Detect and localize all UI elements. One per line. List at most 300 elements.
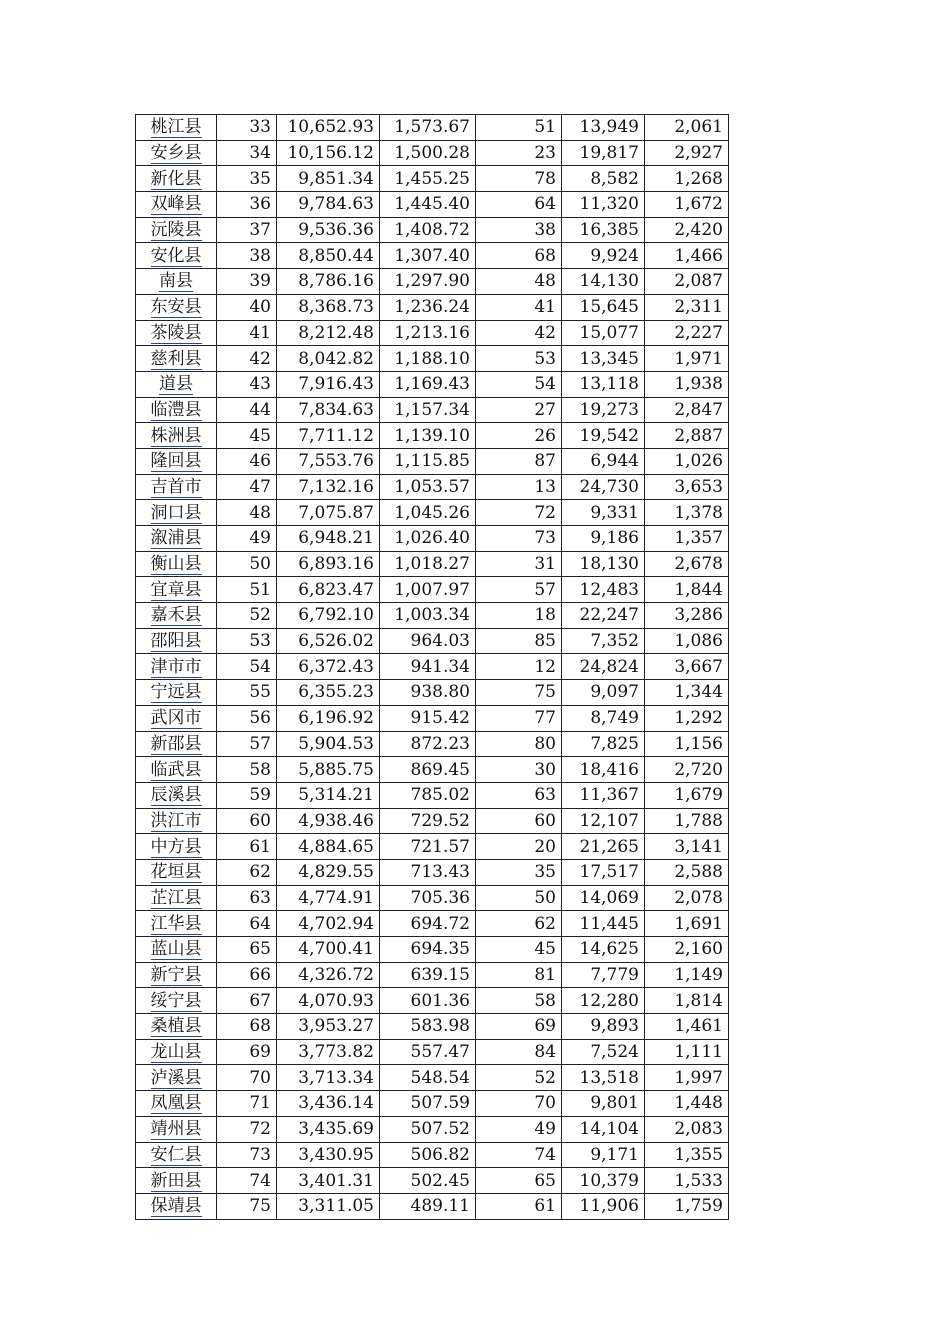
value-cell: 10,379 <box>562 1168 645 1194</box>
rank-cell: 27 <box>476 397 562 423</box>
value-cell: 1,053.57 <box>380 474 476 500</box>
county-name-cell <box>136 500 217 526</box>
county-name-link[interactable]: 芷江县 <box>150 887 202 908</box>
rank-cell: 52 <box>476 1065 562 1091</box>
value-cell: 9,331 <box>562 500 645 526</box>
county-name-link[interactable]: 洪江市 <box>150 810 202 831</box>
value-cell: 1,461 <box>645 1014 729 1040</box>
value-cell: 22,247 <box>562 603 645 629</box>
table-row <box>136 448 729 474</box>
rank-cell: 72 <box>217 1116 277 1142</box>
county-name-link[interactable]: 新邵县 <box>150 733 202 754</box>
table-row <box>136 423 729 449</box>
county-name-cell <box>136 937 217 963</box>
county-name-cell <box>136 423 217 449</box>
rank-cell: 75 <box>217 1193 277 1219</box>
rank-cell: 45 <box>217 423 277 449</box>
county-name-cell <box>136 371 217 397</box>
county-name-cell <box>136 654 217 680</box>
county-statistics-table <box>135 114 729 1220</box>
table-row <box>136 1065 729 1091</box>
county-name-link[interactable]: 洞口县 <box>150 502 202 523</box>
value-cell: 1,357 <box>645 526 729 552</box>
value-cell: 11,445 <box>562 911 645 937</box>
value-cell: 1,026.40 <box>380 526 476 552</box>
value-cell: 1,297.90 <box>380 269 476 295</box>
rank-cell: 81 <box>476 962 562 988</box>
rank-cell: 12 <box>476 654 562 680</box>
county-name-cell <box>136 757 217 783</box>
value-cell: 7,352 <box>562 628 645 654</box>
value-cell: 1,448 <box>645 1091 729 1117</box>
county-name-link[interactable]: 武冈市 <box>150 708 202 729</box>
rank-cell: 75 <box>476 680 562 706</box>
value-cell: 9,097 <box>562 680 645 706</box>
county-name-link[interactable]: 绥宁县 <box>150 990 202 1011</box>
county-name-link[interactable]: 嘉禾县 <box>150 605 202 626</box>
county-name-cell <box>136 526 217 552</box>
rank-cell: 18 <box>476 603 562 629</box>
value-cell: 3,773.82 <box>277 1039 380 1065</box>
rank-cell: 38 <box>217 243 277 269</box>
rank-cell: 63 <box>476 782 562 808</box>
county-name-link[interactable]: 龙山县 <box>150 1042 202 1063</box>
value-cell: 1,844 <box>645 577 729 603</box>
table-row <box>136 603 729 629</box>
rank-cell: 63 <box>217 885 277 911</box>
rank-cell: 74 <box>217 1168 277 1194</box>
value-cell: 19,817 <box>562 140 645 166</box>
county-name-link[interactable]: 凤凰县 <box>150 1093 202 1114</box>
county-name-link[interactable]: 双峰县 <box>150 194 202 215</box>
rank-cell: 30 <box>476 757 562 783</box>
value-cell: 6,355.23 <box>277 680 380 706</box>
county-name-link[interactable]: 安乡县 <box>150 143 202 164</box>
table-row <box>136 474 729 500</box>
rank-cell: 72 <box>476 500 562 526</box>
value-cell: 1,938 <box>645 371 729 397</box>
value-cell: 8,749 <box>562 705 645 731</box>
county-name-cell <box>136 705 217 731</box>
rank-cell: 49 <box>217 526 277 552</box>
table-row <box>136 192 729 218</box>
value-cell: 2,061 <box>645 115 729 141</box>
rank-cell: 68 <box>476 243 562 269</box>
rank-cell: 41 <box>217 320 277 346</box>
county-name-link[interactable]: 新田县 <box>150 1170 202 1191</box>
county-name-link[interactable]: 宜章县 <box>150 579 202 600</box>
value-cell: 6,196.92 <box>277 705 380 731</box>
table-row <box>136 834 729 860</box>
value-cell: 12,280 <box>562 988 645 1014</box>
value-cell: 941.34 <box>380 654 476 680</box>
rank-cell: 64 <box>476 192 562 218</box>
county-name-cell <box>136 140 217 166</box>
rank-cell: 73 <box>217 1142 277 1168</box>
value-cell: 8,850.44 <box>277 243 380 269</box>
value-cell: 18,130 <box>562 551 645 577</box>
value-cell: 1,307.40 <box>380 243 476 269</box>
value-cell: 601.36 <box>380 988 476 1014</box>
table-row <box>136 397 729 423</box>
value-cell: 9,186 <box>562 526 645 552</box>
value-cell: 6,893.16 <box>277 551 380 577</box>
value-cell: 2,160 <box>645 937 729 963</box>
county-name-link[interactable]: 慈利县 <box>150 348 202 369</box>
rank-cell: 48 <box>476 269 562 295</box>
value-cell: 16,385 <box>562 217 645 243</box>
county-name-link[interactable]: 邵阳县 <box>150 631 202 652</box>
rank-cell: 69 <box>217 1039 277 1065</box>
county-name-link[interactable]: 新宁县 <box>150 965 202 986</box>
rank-cell: 61 <box>217 834 277 860</box>
county-name-link[interactable]: 保靖县 <box>150 1196 202 1217</box>
value-cell: 3,653 <box>645 474 729 500</box>
county-name-cell <box>136 1142 217 1168</box>
value-cell: 9,893 <box>562 1014 645 1040</box>
value-cell: 507.59 <box>380 1091 476 1117</box>
county-name-link[interactable]: 吉首市 <box>150 476 202 497</box>
county-name-link[interactable]: 辰溪县 <box>150 785 202 806</box>
value-cell: 2,588 <box>645 859 729 885</box>
table-row <box>136 731 729 757</box>
value-cell: 8,582 <box>562 166 645 192</box>
county-name-link[interactable]: 隆回县 <box>150 451 202 472</box>
value-cell: 713.43 <box>380 859 476 885</box>
rank-cell: 50 <box>476 885 562 911</box>
value-cell: 4,884.65 <box>277 834 380 860</box>
value-cell: 1,344 <box>645 680 729 706</box>
value-cell: 11,906 <box>562 1193 645 1219</box>
table-row <box>136 115 729 141</box>
value-cell: 502.45 <box>380 1168 476 1194</box>
county-name-cell <box>136 294 217 320</box>
rank-cell: 52 <box>217 603 277 629</box>
county-name-link[interactable]: 临澧县 <box>150 399 202 420</box>
value-cell: 13,949 <box>562 115 645 141</box>
rank-cell: 59 <box>217 782 277 808</box>
county-name-cell <box>136 320 217 346</box>
value-cell: 1,045.26 <box>380 500 476 526</box>
county-name-link[interactable]: 安仁县 <box>150 1144 202 1165</box>
county-name-cell <box>136 269 217 295</box>
value-cell: 18,416 <box>562 757 645 783</box>
rank-cell: 39 <box>217 269 277 295</box>
value-cell: 964.03 <box>380 628 476 654</box>
value-cell: 21,265 <box>562 834 645 860</box>
value-cell: 9,851.34 <box>277 166 380 192</box>
table-row <box>136 1014 729 1040</box>
county-name-cell <box>136 474 217 500</box>
value-cell: 17,517 <box>562 859 645 885</box>
value-cell: 3,141 <box>645 834 729 860</box>
county-name-cell <box>136 988 217 1014</box>
value-cell: 2,720 <box>645 757 729 783</box>
rank-cell: 51 <box>217 577 277 603</box>
county-name-link[interactable]: 沅陵县 <box>150 220 202 241</box>
value-cell: 1,007.97 <box>380 577 476 603</box>
county-name-link[interactable]: 溆浦县 <box>150 528 202 549</box>
value-cell: 10,652.93 <box>277 115 380 141</box>
rank-cell: 65 <box>476 1168 562 1194</box>
value-cell: 13,345 <box>562 346 645 372</box>
value-cell: 2,887 <box>645 423 729 449</box>
value-cell: 8,368.73 <box>277 294 380 320</box>
table-row <box>136 1116 729 1142</box>
rank-cell: 67 <box>217 988 277 1014</box>
table-row <box>136 757 729 783</box>
rank-cell: 84 <box>476 1039 562 1065</box>
county-name-link[interactable]: 中方县 <box>150 836 202 857</box>
county-name-link[interactable]: 东安县 <box>150 297 202 318</box>
value-cell: 12,483 <box>562 577 645 603</box>
county-name-link[interactable]: 津市市 <box>150 656 202 677</box>
county-name-cell <box>136 243 217 269</box>
table-row <box>136 1142 729 1168</box>
value-cell: 1,672 <box>645 192 729 218</box>
value-cell: 1,139.10 <box>380 423 476 449</box>
county-name-cell <box>136 808 217 834</box>
value-cell: 2,087 <box>645 269 729 295</box>
table-row <box>136 217 729 243</box>
value-cell: 7,779 <box>562 962 645 988</box>
value-cell: 1,003.34 <box>380 603 476 629</box>
rank-cell: 74 <box>476 1142 562 1168</box>
county-name-link[interactable]: 道县 <box>159 374 193 395</box>
table-row <box>136 859 729 885</box>
county-name-link[interactable]: 株洲县 <box>150 425 202 446</box>
table-row <box>136 911 729 937</box>
county-name-link[interactable]: 江华县 <box>150 913 202 934</box>
value-cell: 4,326.72 <box>277 962 380 988</box>
rank-cell: 48 <box>217 500 277 526</box>
rank-cell: 38 <box>476 217 562 243</box>
rank-cell: 46 <box>217 448 277 474</box>
value-cell: 7,553.76 <box>277 448 380 474</box>
county-name-cell <box>136 859 217 885</box>
table-row <box>136 140 729 166</box>
table-row <box>136 166 729 192</box>
value-cell: 5,314.21 <box>277 782 380 808</box>
table-row <box>136 1168 729 1194</box>
value-cell: 6,944 <box>562 448 645 474</box>
county-name-link[interactable]: 花垣县 <box>150 862 202 883</box>
county-name-cell <box>136 346 217 372</box>
county-name-cell <box>136 680 217 706</box>
rank-cell: 55 <box>217 680 277 706</box>
county-name-cell <box>136 551 217 577</box>
rank-cell: 45 <box>476 937 562 963</box>
value-cell: 4,070.93 <box>277 988 380 1014</box>
value-cell: 3,430.95 <box>277 1142 380 1168</box>
county-name-link[interactable]: 桃江县 <box>150 117 202 138</box>
value-cell: 557.47 <box>380 1039 476 1065</box>
value-cell: 583.98 <box>380 1014 476 1040</box>
table-row <box>136 654 729 680</box>
value-cell: 15,077 <box>562 320 645 346</box>
value-cell: 5,885.75 <box>277 757 380 783</box>
value-cell: 785.02 <box>380 782 476 808</box>
value-cell: 19,542 <box>562 423 645 449</box>
value-cell: 1,115.85 <box>380 448 476 474</box>
value-cell: 1,788 <box>645 808 729 834</box>
rank-cell: 50 <box>217 551 277 577</box>
value-cell: 1,169.43 <box>380 371 476 397</box>
table-body <box>136 115 729 1220</box>
county-name-cell <box>136 911 217 937</box>
county-name-cell <box>136 1116 217 1142</box>
rank-cell: 78 <box>476 166 562 192</box>
county-name-link[interactable]: 宁远县 <box>150 682 202 703</box>
value-cell: 9,801 <box>562 1091 645 1117</box>
table-row <box>136 269 729 295</box>
rank-cell: 44 <box>217 397 277 423</box>
rank-cell: 35 <box>476 859 562 885</box>
county-name-cell <box>136 397 217 423</box>
rank-cell: 40 <box>217 294 277 320</box>
rank-cell: 70 <box>217 1065 277 1091</box>
value-cell: 1,466 <box>645 243 729 269</box>
table-row <box>136 500 729 526</box>
rank-cell: 54 <box>217 654 277 680</box>
value-cell: 24,730 <box>562 474 645 500</box>
value-cell: 3,953.27 <box>277 1014 380 1040</box>
county-name-link[interactable]: 南县 <box>159 271 193 292</box>
rank-cell: 56 <box>217 705 277 731</box>
value-cell: 13,118 <box>562 371 645 397</box>
value-cell: 9,924 <box>562 243 645 269</box>
value-cell: 6,526.02 <box>277 628 380 654</box>
table-row <box>136 551 729 577</box>
county-name-cell <box>136 731 217 757</box>
value-cell: 7,711.12 <box>277 423 380 449</box>
rank-cell: 54 <box>476 371 562 397</box>
value-cell: 14,069 <box>562 885 645 911</box>
value-cell: 7,834.63 <box>277 397 380 423</box>
table-row <box>136 962 729 988</box>
value-cell: 14,104 <box>562 1116 645 1142</box>
table-row <box>136 680 729 706</box>
value-cell: 938.80 <box>380 680 476 706</box>
county-name-cell <box>136 628 217 654</box>
rank-cell: 71 <box>217 1091 277 1117</box>
value-cell: 6,372.43 <box>277 654 380 680</box>
value-cell: 3,311.05 <box>277 1193 380 1219</box>
value-cell: 1,500.28 <box>380 140 476 166</box>
value-cell: 2,083 <box>645 1116 729 1142</box>
value-cell: 1,156 <box>645 731 729 757</box>
value-cell: 2,927 <box>645 140 729 166</box>
county-name-link[interactable]: 新化县 <box>150 168 202 189</box>
county-name-link[interactable]: 蓝山县 <box>150 939 202 960</box>
value-cell: 694.35 <box>380 937 476 963</box>
rank-cell: 77 <box>476 705 562 731</box>
value-cell: 8,212.48 <box>277 320 380 346</box>
value-cell: 1,018.27 <box>380 551 476 577</box>
value-cell: 3,435.69 <box>277 1116 380 1142</box>
rank-cell: 58 <box>217 757 277 783</box>
value-cell: 1,455.25 <box>380 166 476 192</box>
table-row <box>136 1193 729 1219</box>
value-cell: 4,938.46 <box>277 808 380 834</box>
table-row <box>136 937 729 963</box>
value-cell: 3,436.14 <box>277 1091 380 1117</box>
table-row <box>136 577 729 603</box>
county-name-link[interactable]: 衡山县 <box>150 554 202 575</box>
rank-cell: 70 <box>476 1091 562 1117</box>
county-name-cell <box>136 217 217 243</box>
table-row <box>136 243 729 269</box>
county-name-cell <box>136 885 217 911</box>
rank-cell: 73 <box>476 526 562 552</box>
value-cell: 7,825 <box>562 731 645 757</box>
value-cell: 1,971 <box>645 346 729 372</box>
county-name-cell <box>136 603 217 629</box>
county-name-link[interactable]: 靖州县 <box>150 1119 202 1140</box>
rank-cell: 26 <box>476 423 562 449</box>
rank-cell: 66 <box>217 962 277 988</box>
rank-cell: 53 <box>476 346 562 372</box>
table-row <box>136 1039 729 1065</box>
rank-cell: 49 <box>476 1116 562 1142</box>
value-cell: 1,814 <box>645 988 729 1014</box>
rank-cell: 37 <box>217 217 277 243</box>
value-cell: 721.57 <box>380 834 476 860</box>
table-row <box>136 988 729 1014</box>
rank-cell: 65 <box>217 937 277 963</box>
value-cell: 3,713.34 <box>277 1065 380 1091</box>
value-cell: 1,355 <box>645 1142 729 1168</box>
county-name-link[interactable]: 茶陵县 <box>150 322 202 343</box>
table-row <box>136 526 729 552</box>
table-row <box>136 371 729 397</box>
county-name-cell <box>136 192 217 218</box>
value-cell: 506.82 <box>380 1142 476 1168</box>
county-name-link[interactable]: 桑植县 <box>150 1016 202 1037</box>
value-cell: 869.45 <box>380 757 476 783</box>
value-cell: 7,916.43 <box>277 371 380 397</box>
value-cell: 1,533 <box>645 1168 729 1194</box>
rank-cell: 34 <box>217 140 277 166</box>
county-name-cell <box>136 115 217 141</box>
county-name-cell <box>136 782 217 808</box>
value-cell: 7,132.16 <box>277 474 380 500</box>
county-name-cell <box>136 1014 217 1040</box>
county-name-link[interactable]: 安化县 <box>150 245 202 266</box>
value-cell: 19,273 <box>562 397 645 423</box>
value-cell: 13,518 <box>562 1065 645 1091</box>
county-name-link[interactable]: 泸溪县 <box>150 1067 202 1088</box>
value-cell: 14,625 <box>562 937 645 963</box>
county-name-cell <box>136 1168 217 1194</box>
table-row <box>136 320 729 346</box>
county-name-link[interactable]: 临武县 <box>150 759 202 780</box>
table-row <box>136 782 729 808</box>
value-cell: 1,111 <box>645 1039 729 1065</box>
value-cell: 8,042.82 <box>277 346 380 372</box>
rank-cell: 61 <box>476 1193 562 1219</box>
rank-cell: 31 <box>476 551 562 577</box>
rank-cell: 13 <box>476 474 562 500</box>
value-cell: 639.15 <box>380 962 476 988</box>
rank-cell: 47 <box>217 474 277 500</box>
value-cell: 1,573.67 <box>380 115 476 141</box>
value-cell: 1,213.16 <box>380 320 476 346</box>
rank-cell: 41 <box>476 294 562 320</box>
rank-cell: 57 <box>476 577 562 603</box>
rank-cell: 36 <box>217 192 277 218</box>
value-cell: 9,784.63 <box>277 192 380 218</box>
